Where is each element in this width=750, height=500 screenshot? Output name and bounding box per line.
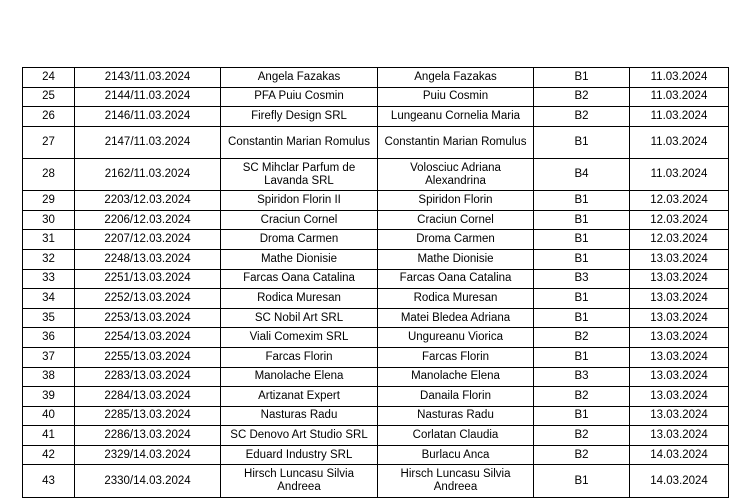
contact-cell: Spiridon Florin <box>378 191 534 211</box>
date-cell: 13.03.2024 <box>630 328 729 348</box>
table-row <box>23 445 729 465</box>
table-row <box>23 107 729 127</box>
row-number-cell: 25 <box>23 87 75 107</box>
table-row <box>23 230 729 250</box>
applicant-cell: Mathe Dionisie <box>221 249 378 269</box>
row-number-cell: 38 <box>23 367 75 387</box>
category-cell: B3 <box>534 269 630 289</box>
applicant-cell: Constantin Marian Romulus <box>221 126 378 158</box>
category-cell: B2 <box>534 426 630 446</box>
registration-cell: 2146/11.03.2024 <box>75 107 221 127</box>
category-cell: B1 <box>534 230 630 250</box>
date-cell: 13.03.2024 <box>630 308 729 328</box>
row-number-cell: 40 <box>23 406 75 426</box>
registration-cell: 2330/14.03.2024 <box>75 465 221 497</box>
applicant-cell: Craciun Cornel <box>221 210 378 230</box>
contact-cell: Burlacu Anca <box>378 445 534 465</box>
table-row <box>23 269 729 289</box>
date-cell: 13.03.2024 <box>630 347 729 367</box>
category-cell: B1 <box>534 191 630 211</box>
date-cell: 11.03.2024 <box>630 107 729 127</box>
category-cell: B2 <box>534 445 630 465</box>
applicant-cell: Rodica Muresan <box>221 289 378 309</box>
contact-cell: Ungureanu Viorica <box>378 328 534 348</box>
row-number-cell: 24 <box>23 68 75 88</box>
registration-cell: 2144/11.03.2024 <box>75 87 221 107</box>
applicant-cell: PFA Puiu Cosmin <box>221 87 378 107</box>
applicant-cell: SC Mihclar Parfum de Lavanda SRL <box>221 158 378 190</box>
date-cell: 13.03.2024 <box>630 367 729 387</box>
registry-table <box>22 67 729 498</box>
registration-cell: 2284/13.03.2024 <box>75 387 221 407</box>
contact-cell: Volosciuc Adriana Alexandrina <box>378 158 534 190</box>
row-number-cell: 30 <box>23 210 75 230</box>
applicant-cell: Nasturas Radu <box>221 406 378 426</box>
contact-cell: Farcas Florin <box>378 347 534 367</box>
applicant-cell: Angela Fazakas <box>221 68 378 88</box>
row-number-cell: 37 <box>23 347 75 367</box>
category-cell: B2 <box>534 387 630 407</box>
date-cell: 13.03.2024 <box>630 426 729 446</box>
registration-cell: 2252/13.03.2024 <box>75 289 221 309</box>
table-row <box>23 126 729 158</box>
contact-cell: Manolache Elena <box>378 367 534 387</box>
table-row <box>23 406 729 426</box>
row-number-cell: 39 <box>23 387 75 407</box>
table-row <box>23 191 729 211</box>
table-row <box>23 347 729 367</box>
registration-cell: 2207/12.03.2024 <box>75 230 221 250</box>
registration-cell: 2253/13.03.2024 <box>75 308 221 328</box>
table-row <box>23 308 729 328</box>
row-number-cell: 34 <box>23 289 75 309</box>
applicant-cell: SC Nobil Art SRL <box>221 308 378 328</box>
date-cell: 11.03.2024 <box>630 68 729 88</box>
table-row <box>23 68 729 88</box>
registration-cell: 2285/13.03.2024 <box>75 406 221 426</box>
row-number-cell: 41 <box>23 426 75 446</box>
category-cell: B1 <box>534 347 630 367</box>
contact-cell: Danaila Florin <box>378 387 534 407</box>
category-cell: B2 <box>534 107 630 127</box>
applicant-cell: Manolache Elena <box>221 367 378 387</box>
category-cell: B1 <box>534 126 630 158</box>
row-number-cell: 33 <box>23 269 75 289</box>
category-cell: B1 <box>534 249 630 269</box>
applicant-cell: Farcas Oana Catalina <box>221 269 378 289</box>
registration-cell: 2329/14.03.2024 <box>75 445 221 465</box>
contact-cell: Constantin Marian Romulus <box>378 126 534 158</box>
registration-cell: 2203/12.03.2024 <box>75 191 221 211</box>
date-cell: 13.03.2024 <box>630 289 729 309</box>
registration-cell: 2286/13.03.2024 <box>75 426 221 446</box>
row-number-cell: 32 <box>23 249 75 269</box>
table-row <box>23 387 729 407</box>
table-row <box>23 289 729 309</box>
applicant-cell: Farcas Florin <box>221 347 378 367</box>
contact-cell: Lungeanu Cornelia Maria <box>378 107 534 127</box>
applicant-cell: SC Denovo Art Studio SRL <box>221 426 378 446</box>
category-cell: B3 <box>534 367 630 387</box>
category-cell: B1 <box>534 289 630 309</box>
row-number-cell: 43 <box>23 465 75 497</box>
date-cell: 11.03.2024 <box>630 158 729 190</box>
applicant-cell: Eduard Industry SRL <box>221 445 378 465</box>
applicant-cell: Hirsch Luncasu Silvia Andreea <box>221 465 378 497</box>
category-cell: B1 <box>534 406 630 426</box>
contact-cell: Puiu Cosmin <box>378 87 534 107</box>
date-cell: 13.03.2024 <box>630 387 729 407</box>
row-number-cell: 36 <box>23 328 75 348</box>
registration-cell: 2162/11.03.2024 <box>75 158 221 190</box>
contact-cell: Farcas Oana Catalina <box>378 269 534 289</box>
applicant-cell: Spiridon Florin II <box>221 191 378 211</box>
table-row <box>23 328 729 348</box>
contact-cell: Corlatan Claudia <box>378 426 534 446</box>
applicant-cell: Firefly Design SRL <box>221 107 378 127</box>
category-cell: B1 <box>534 210 630 230</box>
row-number-cell: 29 <box>23 191 75 211</box>
row-number-cell: 42 <box>23 445 75 465</box>
table-row <box>23 158 729 190</box>
applicant-cell: Artizanat Expert <box>221 387 378 407</box>
contact-cell: Nasturas Radu <box>378 406 534 426</box>
category-cell: B1 <box>534 308 630 328</box>
table-row <box>23 87 729 107</box>
table-row <box>23 367 729 387</box>
date-cell: 14.03.2024 <box>630 465 729 497</box>
registration-cell: 2206/12.03.2024 <box>75 210 221 230</box>
registration-cell: 2255/13.03.2024 <box>75 347 221 367</box>
registration-cell: 2251/13.03.2024 <box>75 269 221 289</box>
date-cell: 12.03.2024 <box>630 210 729 230</box>
registration-cell: 2143/11.03.2024 <box>75 68 221 88</box>
table-row <box>23 426 729 446</box>
date-cell: 13.03.2024 <box>630 269 729 289</box>
applicant-cell: Viali Comexim SRL <box>221 328 378 348</box>
category-cell: B4 <box>534 158 630 190</box>
date-cell: 14.03.2024 <box>630 445 729 465</box>
date-cell: 13.03.2024 <box>630 406 729 426</box>
contact-cell: Hirsch Luncasu Silvia Andreea <box>378 465 534 497</box>
row-number-cell: 28 <box>23 158 75 190</box>
category-cell: B2 <box>534 328 630 348</box>
category-cell: B2 <box>534 87 630 107</box>
table-row <box>23 210 729 230</box>
contact-cell: Droma Carmen <box>378 230 534 250</box>
date-cell: 11.03.2024 <box>630 126 729 158</box>
date-cell: 11.03.2024 <box>630 87 729 107</box>
contact-cell: Angela Fazakas <box>378 68 534 88</box>
date-cell: 13.03.2024 <box>630 249 729 269</box>
row-number-cell: 27 <box>23 126 75 158</box>
contact-cell: Rodica Muresan <box>378 289 534 309</box>
contact-cell: Mathe Dionisie <box>378 249 534 269</box>
registration-cell: 2283/13.03.2024 <box>75 367 221 387</box>
category-cell: B1 <box>534 68 630 88</box>
registration-cell: 2147/11.03.2024 <box>75 126 221 158</box>
table-row <box>23 465 729 497</box>
date-cell: 12.03.2024 <box>630 191 729 211</box>
category-cell: B1 <box>534 465 630 497</box>
applicant-cell: Droma Carmen <box>221 230 378 250</box>
registration-cell: 2254/13.03.2024 <box>75 328 221 348</box>
row-number-cell: 26 <box>23 107 75 127</box>
table-row <box>23 249 729 269</box>
registration-cell: 2248/13.03.2024 <box>75 249 221 269</box>
contact-cell: Matei Bledea Adriana <box>378 308 534 328</box>
date-cell: 12.03.2024 <box>630 230 729 250</box>
row-number-cell: 35 <box>23 308 75 328</box>
contact-cell: Craciun Cornel <box>378 210 534 230</box>
row-number-cell: 31 <box>23 230 75 250</box>
